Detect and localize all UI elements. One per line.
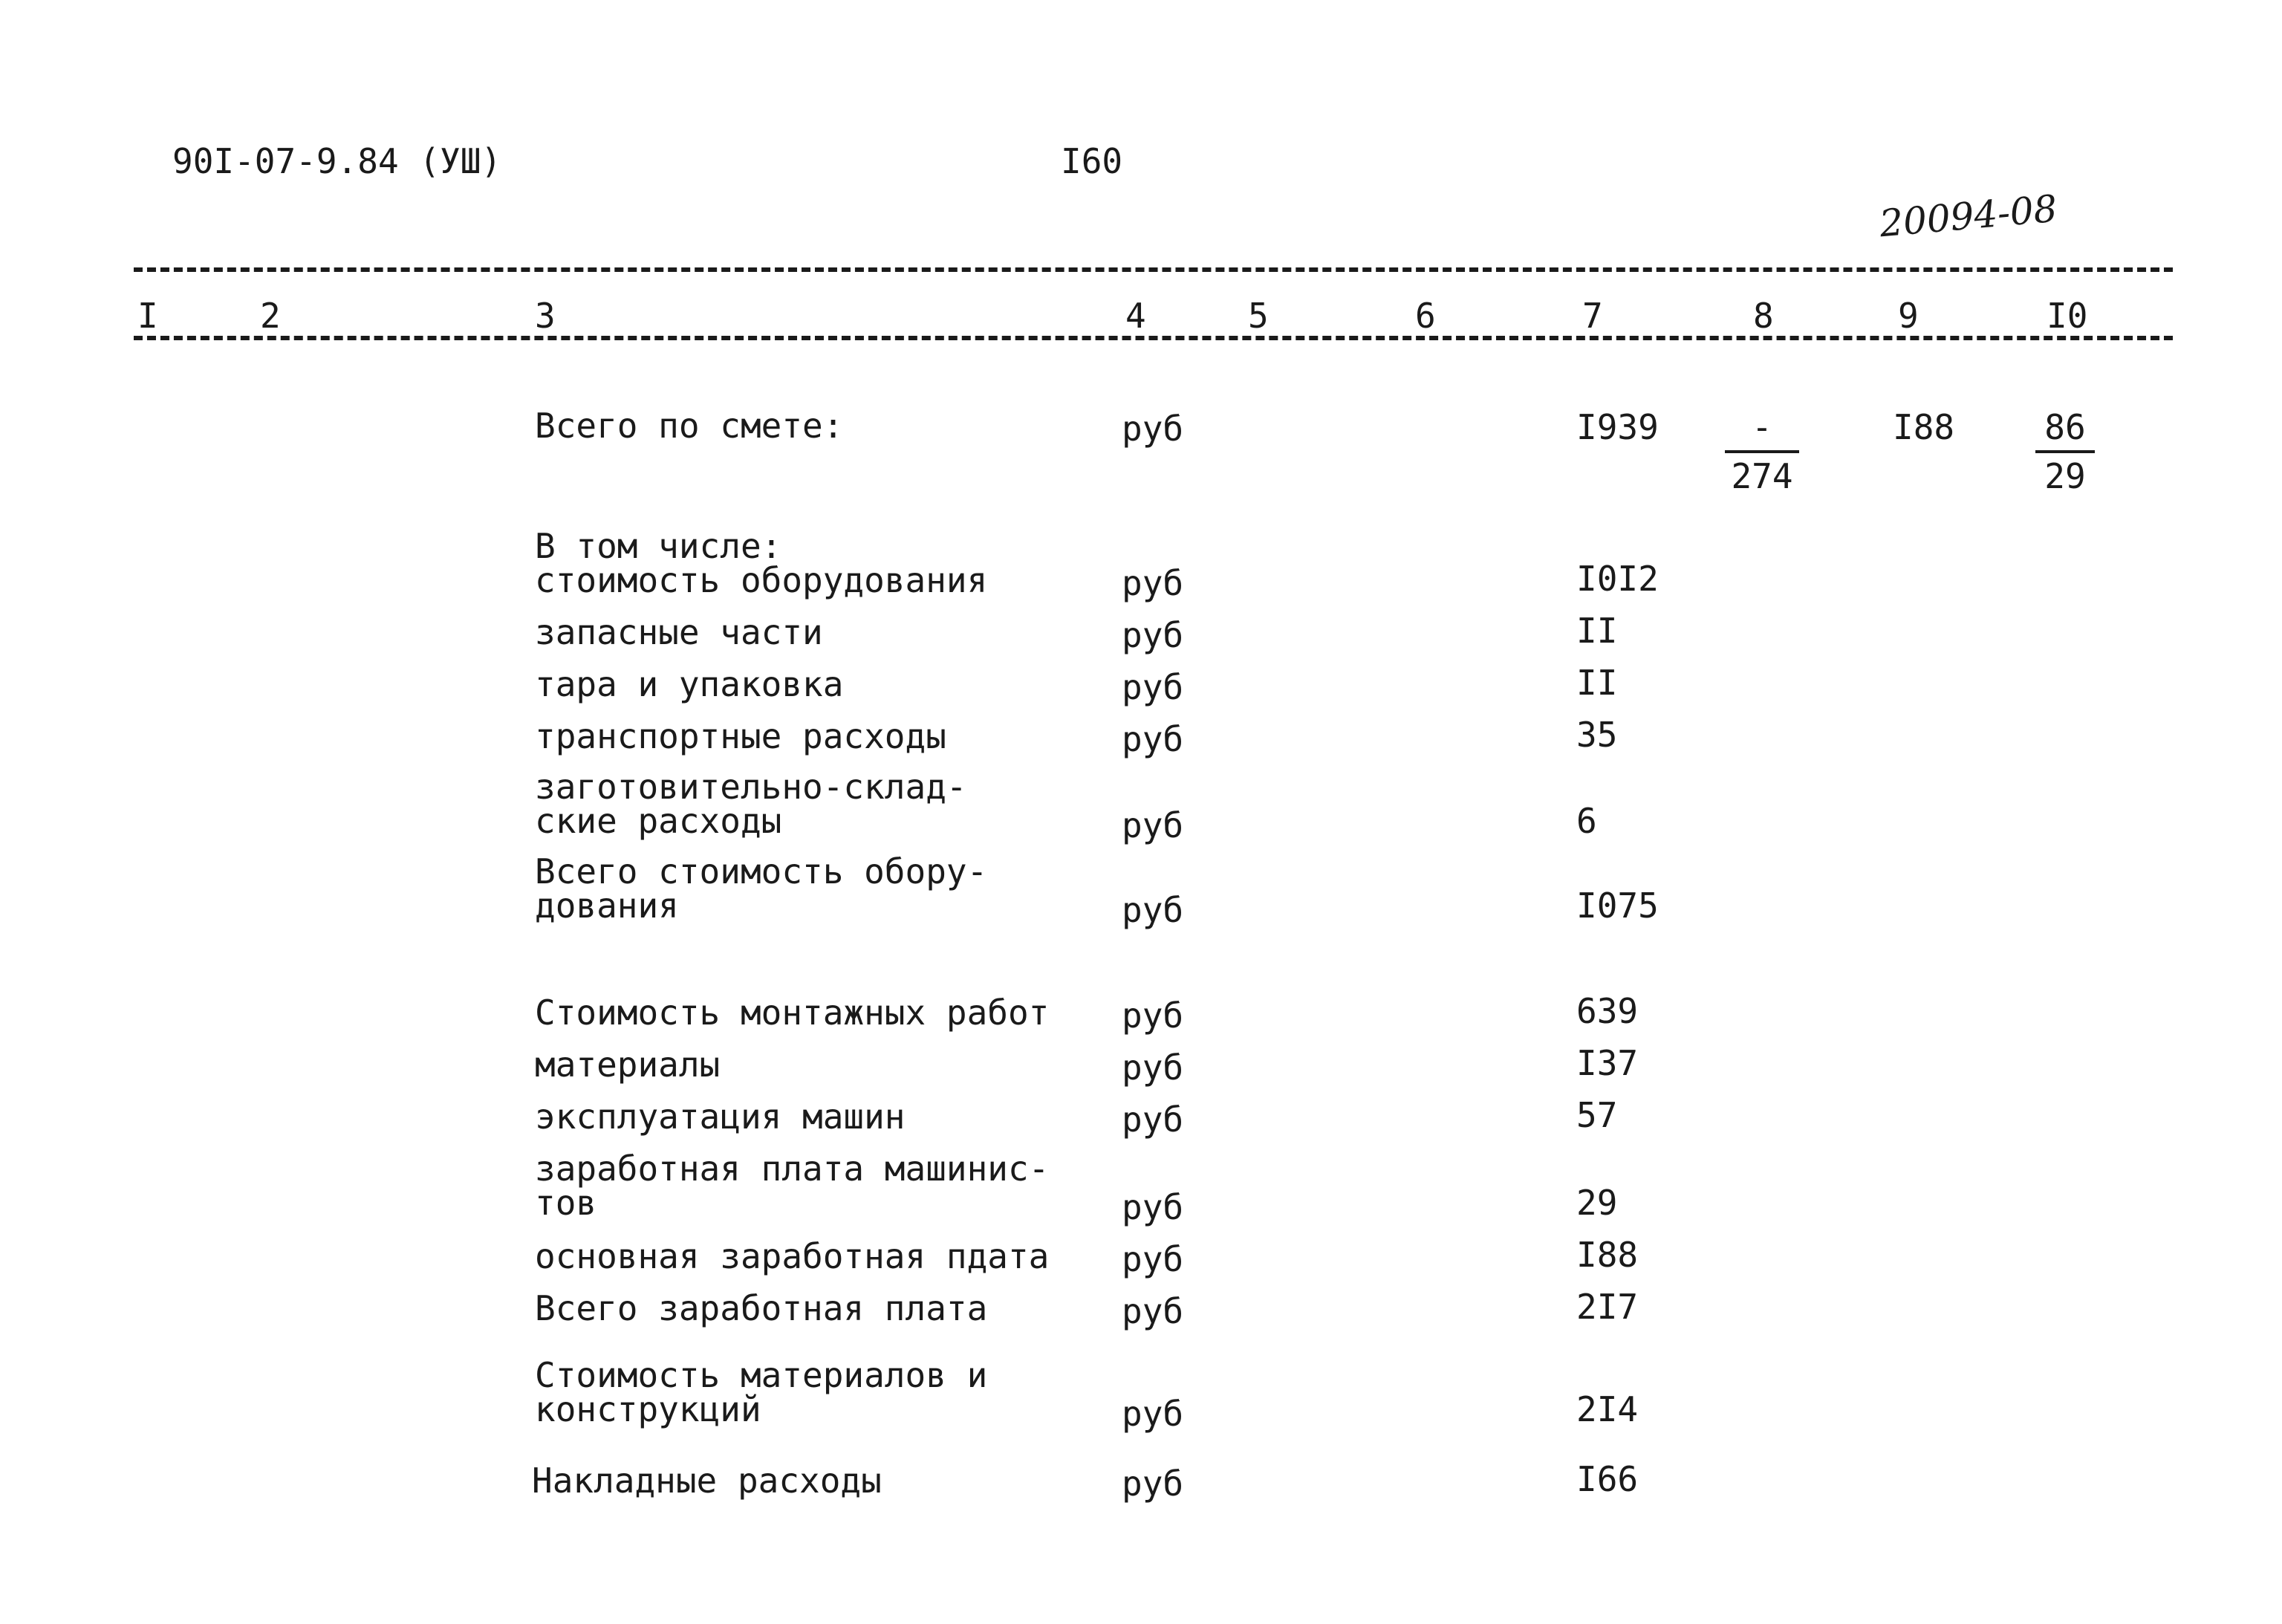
row-label: стоимость оборудования [535,560,988,600]
fraction-bar [1725,450,1799,453]
row-label: транспортные расходы [535,716,946,756]
page-number: I60 [1061,141,1123,181]
column-number-8: 8 [1753,296,1774,336]
row-label-line-2: ские расходы [535,801,782,841]
row-value: 29 [1576,1183,1618,1223]
row-unit: руб [1122,1187,1184,1227]
row-value: I0I2 [1576,559,1659,599]
row-label-line-2: конструкций [535,1389,761,1429]
column-number-9: 9 [1898,296,1919,336]
row-unit: руб [1122,1100,1184,1140]
row-label: материалы [535,1045,721,1085]
row-label: тара и упаковка [535,664,844,704]
row-unit: руб [1122,1464,1184,1504]
column-number-3: 3 [535,296,556,336]
row-unit: руб [1122,667,1184,707]
handwritten-number: 20094-08 [1877,186,2059,246]
row-value: 2I4 [1576,1389,1639,1429]
row-unit: руб [1122,1394,1184,1434]
column-number-5: 5 [1248,296,1269,336]
row-value: I37 [1576,1043,1639,1083]
total-col10-top: 86 [2044,407,2086,447]
column-number-6: 6 [1415,296,1436,336]
row-label-line-1: Всего стоимость обору- [535,851,988,891]
row-label: Накладные расходы [532,1461,882,1501]
row-value: II [1576,611,1618,651]
column-number-7: 7 [1582,296,1603,336]
total-col10-fraction [2035,407,2095,496]
table-header-rule [134,336,2173,340]
row-unit: руб [1122,719,1184,759]
row-label-line-2: дования [535,886,679,926]
row-value: I66 [1576,1459,1639,1499]
row-value: 57 [1576,1095,1618,1135]
fraction-bar [2035,450,2095,453]
row-unit: руб [1122,805,1184,845]
row-label-line-2: тов [535,1183,597,1223]
total-col8-fraction [1725,407,1799,496]
row-label: эксплуатация машин [535,1097,906,1137]
column-number-1: I [137,296,158,336]
total-col10-bottom: 29 [2044,456,2086,496]
row-value: I88 [1576,1235,1639,1275]
column-number-4: 4 [1125,296,1146,336]
row-value: 35 [1576,715,1618,755]
row-value: II [1576,663,1618,703]
total-col8-bottom: 274 [1731,456,1793,496]
row-label: Стоимость монтажных работ [535,993,1050,1033]
total-col7: I939 [1576,407,1659,447]
row-unit: руб [1122,1048,1184,1088]
row-label: основная заработная пдата [535,1236,1050,1276]
row-label: Всего заработная плата [535,1288,988,1328]
row-unit: руб [1122,1239,1184,1279]
row-label-line-1: заработная плата машинис- [535,1149,1050,1189]
row-value: 6 [1576,801,1597,841]
row-unit: руб [1122,890,1184,930]
row-value: 2I7 [1576,1287,1639,1327]
row-label-line-1: заготовительно-склад- [535,767,967,807]
including-heading: В том числе: [535,526,782,566]
table-top-rule [134,267,2173,272]
row-unit: руб [1122,1291,1184,1331]
row-unit: руб [1122,615,1184,655]
total-col8-top: - [1752,407,1772,447]
document-code: 90I-07-9.84 (УШ) [172,141,502,181]
row-label: запасные части [535,612,823,652]
row-unit: руб [1122,995,1184,1036]
row-value: I075 [1576,886,1659,926]
row-value: 639 [1576,991,1639,1031]
total-unit: руб [1122,409,1184,449]
row-unit: руб [1122,563,1184,603]
total-col9: I88 [1893,407,1955,447]
column-number-10: I0 [2047,296,2088,336]
total-label: Всего по смете: [535,406,844,446]
column-number-2: 2 [260,296,281,336]
row-label-line-1: Стоимость материалов и [535,1355,988,1395]
